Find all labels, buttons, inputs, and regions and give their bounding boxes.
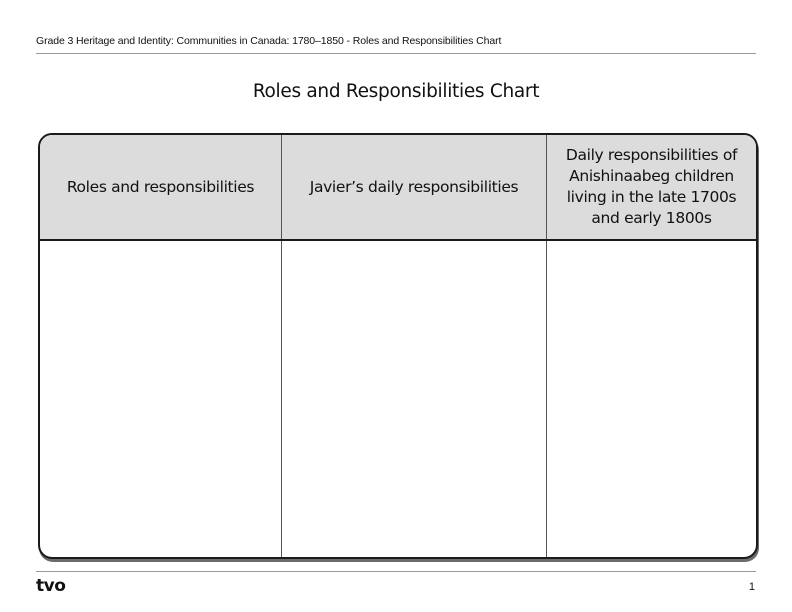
column-header-javier: Javier’s daily responsibilities bbox=[282, 135, 547, 240]
document-header: Grade 3 Heritage and Identity: Communities in Canada: 1780–1850 - Roles and Responsibilities Chart bbox=[36, 35, 502, 47]
chart-header-row bbox=[40, 135, 756, 240]
cell-anishinaabeg[interactable] bbox=[547, 240, 757, 557]
column-header-anishinaabeg: Daily responsibilities of Anishinaabeg children living in the late 1700s and early 1800s bbox=[547, 135, 757, 240]
cell-roles[interactable] bbox=[40, 240, 282, 557]
column-header-roles: Roles and responsibilities bbox=[40, 135, 282, 240]
footer-divider bbox=[36, 571, 756, 572]
page-title: Roles and Responsibilities Chart bbox=[252, 81, 540, 102]
roles-responsibilities-chart bbox=[38, 133, 758, 559]
chart-body-row bbox=[40, 240, 756, 557]
header-divider bbox=[36, 53, 756, 54]
page-number: 1 bbox=[748, 581, 755, 593]
tvo-logo: tvo bbox=[36, 576, 66, 596]
cell-javier[interactable] bbox=[282, 240, 547, 557]
chart-table bbox=[40, 135, 756, 557]
